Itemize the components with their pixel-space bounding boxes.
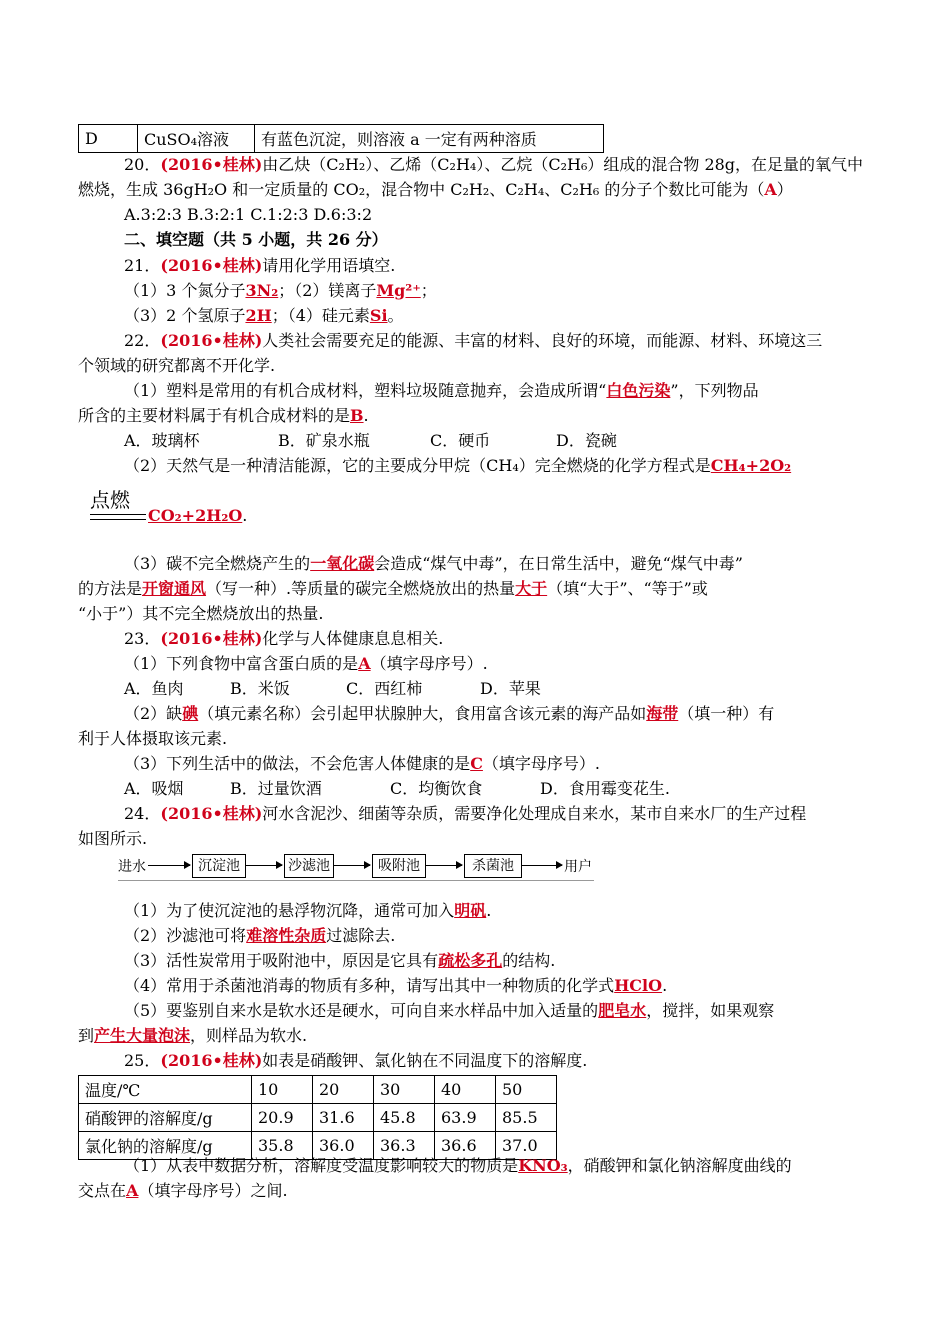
question-text: （1）3 个氮分子 <box>124 281 246 300</box>
question-number: 20． <box>124 155 161 174</box>
question-text: ；（4）硅元素 <box>271 306 370 325</box>
flow-step: 沙滤池 <box>284 854 334 878</box>
question-source: (2016•桂林) <box>160 629 263 648</box>
answer: A <box>126 1181 139 1200</box>
reaction-condition: 点燃 <box>90 488 130 512</box>
answer: 2H <box>245 306 272 325</box>
question-text: 会造成“煤气中毒”，在日常生活中，避免“煤气中毒” <box>374 554 743 573</box>
table-cell: 85.5 <box>496 1104 557 1132</box>
answer: 难溶性杂质 <box>246 926 327 945</box>
q21-line2 <box>124 305 404 327</box>
question-text: （1）从表中数据分析，溶解度受温度影响较大的物质是 <box>124 1156 519 1175</box>
question-text: . <box>363 406 369 425</box>
question-text: （1）为了使沉淀池的悬浮物沉降，通常可加入 <box>124 901 455 920</box>
answer: KNO₃ <box>518 1156 568 1175</box>
q24-p3 <box>124 950 555 972</box>
question-text: （3）活性炭常用于吸附池中，原因是它具有 <box>124 951 439 970</box>
q25-p1 <box>124 1155 792 1177</box>
flow-step: 吸附池 <box>372 854 426 878</box>
table-cell: 36.3 <box>374 1132 435 1160</box>
question-text: 请用化学用语填空. <box>262 256 396 275</box>
question-text: 燃烧，生成 36gH₂O 和一定质量的 CO₂，混合物中 C₂H₂、C₂H₄、C₂H₆ 的分子个数比可能为（ <box>78 180 765 199</box>
equals-sign <box>90 514 146 520</box>
question-text: （4）常用于杀菌池消毒的物质有多种，请写出其中一种物质的化学式 <box>124 976 615 995</box>
flow-arrow <box>426 865 462 866</box>
answer: A <box>764 180 777 199</box>
q23-option3-c: C．均衡饮食 <box>390 779 483 798</box>
answer: CH₄+2O₂ <box>710 456 792 475</box>
flow-step: 沉淀池 <box>192 854 246 878</box>
answer: HClO <box>614 976 663 995</box>
q20-line1 <box>124 154 863 176</box>
flow-arrow <box>522 865 562 866</box>
question-text: （2）天然气是一种清洁能源，它的主要成分甲烷（CH₄）完全燃烧的化学方程式是 <box>124 456 711 475</box>
solubility-table <box>78 1075 557 1160</box>
water-process-diagram <box>118 852 594 882</box>
q22-p2-products <box>148 505 247 527</box>
table-cell: 10 <box>252 1076 313 1104</box>
question-text: . <box>242 506 248 525</box>
question-text: ； <box>420 281 437 300</box>
question-text: . <box>486 901 492 920</box>
question-text: （填字母序号）之间. <box>138 1181 288 1200</box>
divider <box>118 880 594 881</box>
table-cell: 31.6 <box>313 1104 374 1132</box>
answer: 开窗通风 <box>142 579 207 598</box>
q22-line2: 个领域的研究都离不开化学. <box>78 356 276 375</box>
question-text: （3）2 个氢原子 <box>124 306 246 325</box>
q22-p1 <box>124 380 759 402</box>
flow-end: 用户 <box>564 859 592 875</box>
flow-arrow <box>148 865 190 866</box>
flow-arrow <box>334 865 370 866</box>
question-number: 23． <box>124 629 161 648</box>
q23-p3 <box>124 753 600 775</box>
q23-p1 <box>124 653 488 675</box>
q23-p2 <box>124 703 774 725</box>
question-text: （填元素名称）会引起甲状腺肿大，食用富含该元素的海产品如 <box>198 704 647 723</box>
table-cell: 45.8 <box>374 1104 435 1132</box>
answer: 白色污染 <box>606 381 671 400</box>
table-cell: 36.0 <box>313 1132 374 1160</box>
q24-line1 <box>124 803 806 825</box>
q23-option3-a: A．吸烟 <box>124 779 184 798</box>
question-text: （填一种）有 <box>678 704 775 723</box>
q20-options: A.3:2:3 B.3:2:1 C.1:2:3 D.6:3:2 <box>124 205 373 224</box>
table-cell: 有蓝色沉淀，则溶液 a 一定有两种溶质 <box>255 125 604 153</box>
table-cell: 30 <box>374 1076 435 1104</box>
table-cell: 35.8 <box>252 1132 313 1160</box>
answer: 3N₂ <box>245 281 279 300</box>
q23-option-b: B．米饭 <box>230 679 290 698</box>
answer: 海带 <box>646 704 679 723</box>
question-number: 24． <box>124 804 161 823</box>
q24-p4 <box>124 975 667 997</box>
question-number: 22． <box>124 331 161 350</box>
question-text: ”，下列物品 <box>670 381 759 400</box>
q22-option-c: C．硬币 <box>430 431 491 450</box>
question-number: 25． <box>124 1051 161 1070</box>
question-text: 交点在 <box>78 1181 127 1200</box>
question-text: ，搅拌，如果观察 <box>646 1001 775 1020</box>
table-cell: 20.9 <box>252 1104 313 1132</box>
question-text: ，硝酸钾和氯化钠溶解度曲线的 <box>567 1156 792 1175</box>
question-text: （2）缺 <box>124 704 183 723</box>
q21-line1 <box>124 280 437 302</box>
answer: B <box>350 406 364 425</box>
answer: 碘 <box>182 704 199 723</box>
table-row <box>79 1104 557 1132</box>
table-row <box>79 1076 557 1104</box>
question-text: （填“大于”、“等于”或 <box>547 579 708 598</box>
q25-title <box>124 1050 587 1072</box>
question-number: 21． <box>124 256 161 275</box>
question-source: (2016•桂林) <box>160 256 263 275</box>
answer: 肥皂水 <box>598 1001 647 1020</box>
question-text: （1）下列食物中富含蛋白质的是 <box>124 654 359 673</box>
table-cell: 硝酸钾的溶解度/g <box>79 1104 252 1132</box>
answer: A <box>358 654 371 673</box>
q23-option-c: C．西红柿 <box>346 679 423 698</box>
q22-option-a: A．玻璃杯 <box>124 431 200 450</box>
question-text: 。 <box>387 306 404 325</box>
question-source: (2016•桂林) <box>160 155 263 174</box>
question-text: 过滤除去. <box>326 926 396 945</box>
question-text: 人类社会需要充足的能源、丰富的材料、良好的环境，而能源、材料、环境这三 <box>262 331 823 350</box>
flow-arrow <box>246 865 282 866</box>
q22-p1c <box>78 405 369 427</box>
question-text: （填字母序号）. <box>370 654 488 673</box>
question-source: (2016•桂林) <box>160 331 263 350</box>
question-text: （填字母序号）. <box>482 754 601 773</box>
answer-table-row-d <box>78 124 604 153</box>
question-text: 的结构. <box>502 951 556 970</box>
q23-p2d: 利于人体摄取该元素. <box>78 729 228 748</box>
q25-p1c <box>78 1180 288 1202</box>
question-text: 河水含泥沙、细菌等杂质，需要净化处理成自来水，某市自来水厂的生产过程 <box>262 804 807 823</box>
question-text: 由乙炔（C₂H₂）、乙烯（C₂H₄）、乙烷（C₂H₆）组成的混合物 28g，在足量的氧气中 <box>262 155 864 174</box>
answer: 一氧化碳 <box>310 554 375 573</box>
q21-title <box>124 255 395 277</box>
flow-step: 杀菌池 <box>464 854 522 878</box>
table-cell: 氯化钠的溶解度/g <box>79 1132 252 1160</box>
q23-option3-d: D．食用霉变花生. <box>540 779 670 798</box>
q20-line2 <box>78 179 793 201</box>
table-cell: 37.0 <box>496 1132 557 1160</box>
question-text: （2）沙滤池可将 <box>124 926 247 945</box>
q24-line2: 如图所示. <box>78 829 148 848</box>
table-cell: 50 <box>496 1076 557 1104</box>
question-text: 如表是硝酸钾、氯化钠在不同温度下的溶解度. <box>262 1051 588 1070</box>
question-text: （3）碳不完全燃烧产生的 <box>124 554 311 573</box>
question-text: ；（2）镁离子 <box>278 281 377 300</box>
q24-p2 <box>124 925 395 947</box>
question-text: 的方法是 <box>78 579 143 598</box>
question-text: （5）要鉴别自来水是软水还是硬水，可向自来水样品中加入适量的 <box>124 1001 599 1020</box>
q23-option-d: D．苹果 <box>480 679 541 698</box>
question-text: （3）下列生活中的做法，不会危害人体健康的是 <box>124 754 471 773</box>
q22-p2 <box>124 455 791 477</box>
flow-start: 进水 <box>118 859 146 875</box>
question-source: (2016•桂林) <box>160 804 263 823</box>
table-cell: D <box>79 125 138 153</box>
q22-option-d: D．瓷碗 <box>556 431 617 450</box>
q23-title <box>124 628 443 650</box>
question-text: 化学与人体健康息息相关. <box>262 629 444 648</box>
question-text: 到 <box>78 1026 95 1045</box>
q22-p3 <box>124 553 743 575</box>
answer: C <box>470 754 483 773</box>
answer: 疏松多孔 <box>438 951 503 970</box>
answer: CO₂+2H₂O <box>148 506 243 525</box>
q24-p5c <box>78 1025 307 1047</box>
q23-option-a: A．鱼肉 <box>124 679 184 698</box>
table-cell: 20 <box>313 1076 374 1104</box>
q23-option3-b: B．过量饮酒 <box>230 779 322 798</box>
table-cell: 40 <box>435 1076 496 1104</box>
answer: 大于 <box>515 579 548 598</box>
table-cell: 63.9 <box>435 1104 496 1132</box>
q22-line1 <box>124 330 822 352</box>
q24-p5 <box>124 1000 774 1022</box>
table-cell: CuSO₄溶液 <box>138 125 255 153</box>
question-text: 所含的主要材料属于有机合成材料的是 <box>78 406 351 425</box>
question-text: ） <box>776 180 793 199</box>
q22-p3c <box>78 578 708 600</box>
question-text: （写一种）.等质量的碳完全燃烧放出的热量 <box>206 579 516 598</box>
section-title: 二、填空题（共 5 小题，共 26 分） <box>124 230 388 249</box>
table-cell: 36.6 <box>435 1132 496 1160</box>
answer: Si <box>369 306 388 325</box>
answer: 明矾 <box>454 901 487 920</box>
q22-option-b: B．矿泉水瓶 <box>278 431 370 450</box>
answer: Mg²⁺ <box>376 281 421 300</box>
answer: 产生大量泡沫 <box>94 1026 191 1045</box>
table-cell: 温度/℃ <box>79 1076 252 1104</box>
q22-p3f: “小于”）其不完全燃烧放出的热量. <box>78 604 324 623</box>
question-text: . <box>662 976 668 995</box>
question-text: ，则样品为软水. <box>190 1026 308 1045</box>
q24-p1 <box>124 900 491 922</box>
question-source: (2016•桂林) <box>160 1051 263 1070</box>
question-text: （1）塑料是常用的有机合成材料，塑料垃圾随意抛弃，会造成所谓“ <box>124 381 607 400</box>
